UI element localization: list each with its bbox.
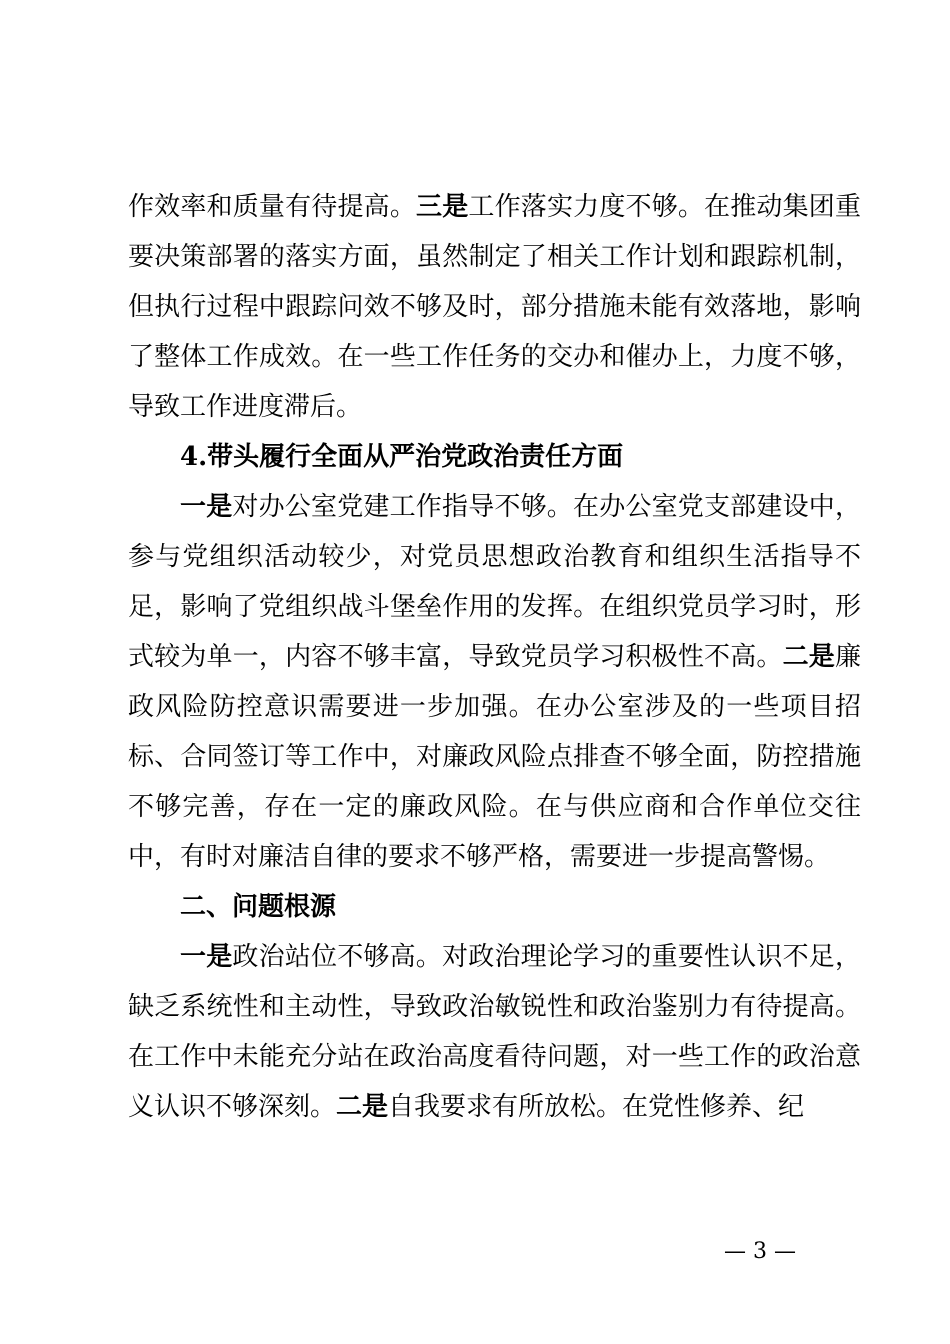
text-run: 自我要求有所放松。在党性修养、纪 [388, 1092, 805, 1122]
document-body [128, 182, 861, 1132]
text-run: 对办公室党建工作指导不够。在办公室党支部建设中，参与党组织活动较少，对党员思想政治教育和组织生活指导不足，影响了党组织战斗堡垒作用的发挥。在组织党员学习时，形式较为单一，内容不够丰富，导致党员学习积极性不高。 [128, 492, 861, 672]
bold-marker: 二是 [336, 1092, 389, 1122]
paragraph-political-stance [128, 932, 861, 1132]
text-run: 廉政风险防控意识需要进一步加强。在办公室涉及的一些项目招标、合同签订等工作中，对廉政风险点排查不够全面，防控措施不够完善，存在一定的廉政风险。在与供应商和合作单位交往中，有时对廉洁自律的要求不够严格，需要进一步提高警惕。 [128, 642, 861, 872]
bold-marker: 一是 [180, 492, 233, 522]
bold-marker: 一是 [180, 942, 233, 972]
page-number: — 3 — [724, 1239, 796, 1264]
text-run: 作效率和质量有待提高。 [128, 192, 417, 222]
paragraph-work-efficiency [128, 182, 861, 432]
section-heading-problem-roots: 二、问题根源 [180, 892, 337, 922]
bold-marker: 二是 [782, 642, 835, 672]
text-run: 政治站位不够高。对政治理论学习的重要性认识不足，缺乏系统性和主动性，导致政治敏锐性和政治鉴别力有待提高。在工作中未能充分站在政治高度看待问题，对一些工作的政治意义认识不够深刻。 [128, 942, 861, 1122]
paragraph-party-building [128, 482, 861, 882]
section-heading-4: 4.带头履行全面从严治党政治责任方面 [180, 442, 624, 472]
bold-marker: 三是 [416, 192, 469, 222]
text-run: 工作落实力度不够。在推动集团重要决策部署的落实方面，虽然制定了相关工作计划和跟踪机制，但执行过程中跟踪问效不够及时，部分措施未能有效落地，影响了整体工作成效。在一些工作任务的交办和催办上，力度不够，导致工作进度滞后。 [128, 192, 861, 422]
